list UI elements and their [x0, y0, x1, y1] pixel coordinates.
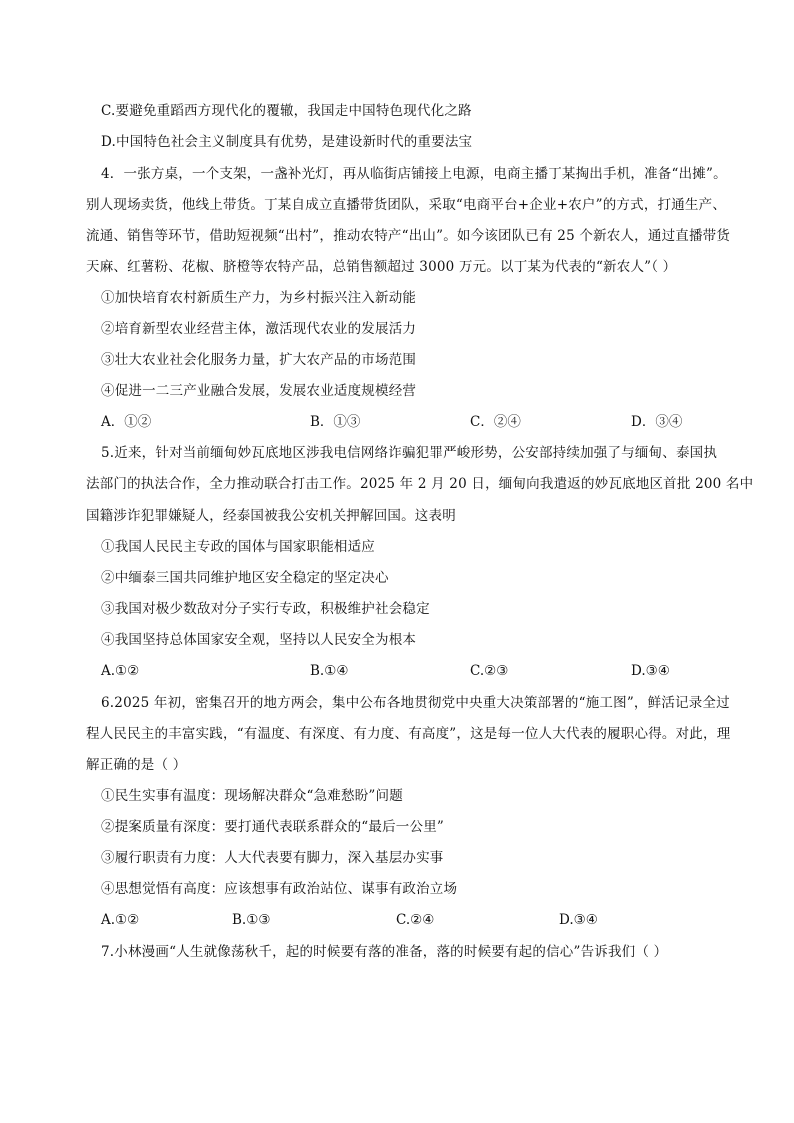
q5-choice-b: B.①④: [310, 663, 349, 679]
q4-item-3: ③壮大农业社会化服务力量，扩大农产品的市场范围: [101, 352, 417, 368]
q4-stem-line-3: 流通、销售等环节，借助短视频“出村”，推动农特产“出山”。如今该团队已有 25 个新农人，通过直播带货: [86, 228, 731, 244]
q4-choice-d: D．③④: [631, 414, 683, 430]
q5-item-3: ③我国对极少数敌对分子实行专政，积极维护社会稳定: [101, 601, 430, 617]
q4-choice-c: C．②④: [470, 414, 521, 430]
q5-stem-line-3: 国籍涉诈犯罪嫌疑人，经泰国被我公安机关押解回国。这表明: [86, 508, 456, 524]
q4-stem-line-1: 4．一张方桌，一个支架，一盏补光灯，再从临街店铺接上电源，电商主播丁某掏出手机，准备“出摊”。: [101, 166, 727, 182]
q5-item-4: ④我国坚持总体国家安全观，坚持以人民安全为根本: [101, 632, 417, 648]
q5-item-2: ②中缅泰三国共同维护地区安全稳定的坚定决心: [101, 570, 389, 586]
q5-stem-line-1: 5.近来，针对当前缅甸妙瓦底地区涉我电信网络诈骗犯罪严峻形势，公安部持续加强了与缅甸、泰国执: [101, 445, 718, 461]
q5-stem-line-2: 法部门的执法合作，全力推动联合打击工作。2025 年 2 月 20 日，缅甸向我遣返的妙瓦底地区首批 200 名中: [86, 476, 754, 492]
q6-stem-line-1: 6.2025 年初，密集召开的地方两会，集中公布各地贯彻党中央重大决策部署的“施工图”，鲜活记录全过: [101, 695, 730, 711]
q6-choice-c: C.②④: [396, 912, 435, 928]
q6-item-4: ④思想觉悟有高度：应该想事有政治站位、谋事有政治立场: [101, 881, 458, 897]
q5-choice-a: A.①②: [101, 663, 140, 679]
q5-item-1: ①我国人民民主专政的国体与国家职能相适应: [101, 539, 375, 555]
q6-item-2: ②提案质量有深度：要打通代表联系群众的“最后一公里”: [101, 819, 445, 835]
q3-option-d: D.中国特色社会主义制度具有优势，是建设新时代的重要法宝: [101, 134, 473, 150]
q4-stem-line-2: 别人现场卖货，他线上带货。丁某自成立直播带货团队，采取“电商平台+企业+农户”的方式，打通生产、: [86, 197, 727, 213]
q4-stem-line-4: 天麻、红薯粉、花椒、脐橙等农特产品，总销售额超过 3000 万元。以丁某为代表的“新农人”（ ）: [86, 259, 677, 275]
q7-stem: 7.小林漫画“人生就像荡秋千，起的时候要有落的准备，落的时候要有起的信心”告诉我们（ ）: [101, 944, 668, 960]
q6-item-3: ③履行职责有力度：人大代表要有脚力，深入基层办实事: [101, 850, 444, 866]
q6-choice-d: D.③④: [559, 912, 598, 928]
q3-option-c: C.要避免重蹈西方现代化的覆辙，我国走中国特色现代化之路: [101, 103, 472, 119]
q6-choice-a: A.①②: [101, 912, 140, 928]
q6-stem-line-2: 程人民民主的丰富实践，“有温度、有深度、有力度、有高度”，这是每一位人大代表的履职心得。对此，理: [86, 726, 731, 742]
q4-choice-b: B．①③: [310, 414, 361, 430]
q6-item-1: ①民生实事有温度：现场解决群众“急难愁盼”问题: [101, 788, 403, 804]
q6-stem-line-3: 解正确的是（ ）: [86, 757, 187, 773]
q4-item-4: ④促进一二三产业融合发展，发展农业适度规模经营: [101, 383, 417, 399]
q4-item-1: ①加快培育农村新质生产力，为乡村振兴注入新动能: [101, 290, 417, 306]
q5-choice-c: C.②③: [470, 663, 509, 679]
q4-choice-a: A．①②: [101, 414, 152, 430]
q6-choice-b: B.①③: [232, 912, 271, 928]
q4-item-2: ②培育新型农业经营主体，激活现代农业的发展活力: [101, 321, 417, 337]
q5-choice-d: D.③④: [631, 663, 670, 679]
